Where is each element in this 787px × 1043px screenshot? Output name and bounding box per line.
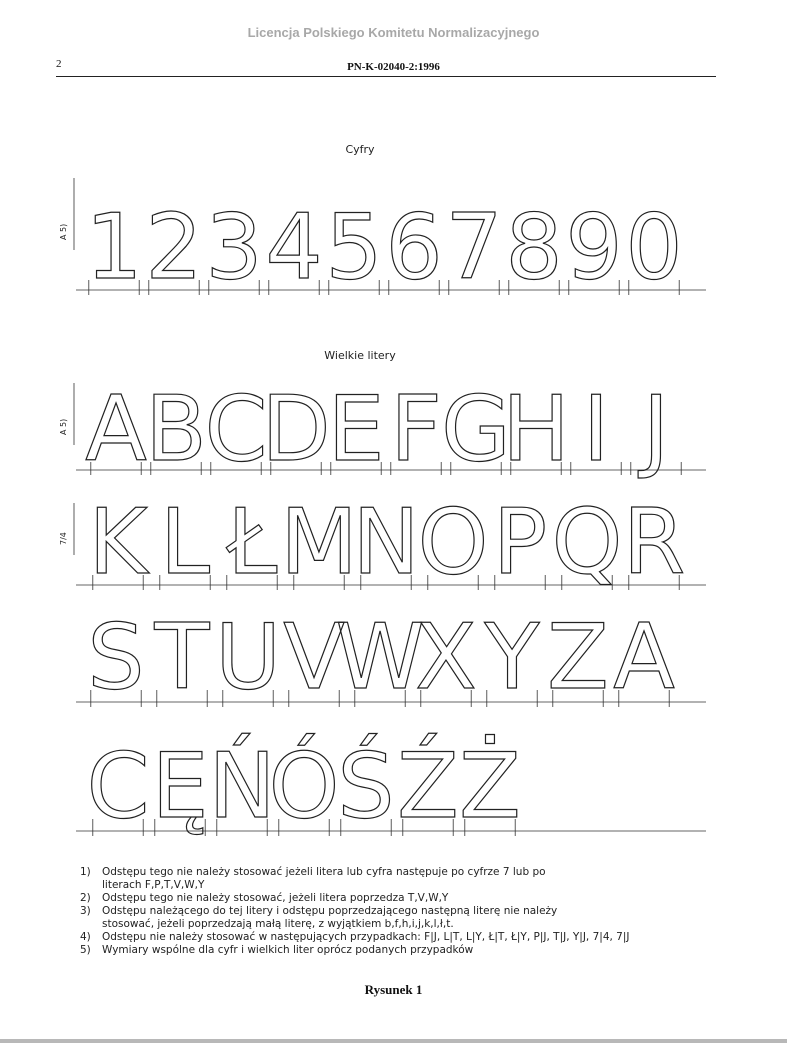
stencil-glyph: H [502,377,570,482]
footnote [80,892,740,905]
footnote-number: 5) [80,944,91,956]
scan-edge [0,1039,787,1043]
stencil-glyph: P [492,490,548,595]
stencil-glyph: Q [551,490,623,595]
stencil-glyph: Ń [208,734,276,839]
stencil-glyph: 7 [445,195,503,300]
stencil-glyph: 1 [85,195,143,300]
stencil-glyph: Ź [397,734,459,839]
stencil-glyph: E [327,377,385,482]
stencil-glyph: R [622,490,686,595]
digits-figure [56,160,726,300]
stencil-glyph: Z [547,605,609,710]
stencil-glyph: L [159,490,211,595]
footnote-text: Odstępu tego nie należy stosować, jeżeli litera poprzedza T,V,W,Y [102,892,449,904]
footnote [80,931,740,944]
footnote-text: Odstępu tego nie należy stosować jeżeli litera lub cyfra następuje po cyfrze 7 lub po literach F,P,T,V,W,Y [102,866,546,891]
footnote [80,905,740,931]
stencil-glyph: 6 [385,195,443,300]
stencil-glyph: N [352,490,420,595]
stencil-glyph: 9 [565,195,623,300]
stencil-glyph: M [280,490,358,595]
stencil-glyph: 0 [625,195,683,300]
height-label: A 5) [59,418,68,435]
figure-caption: Rysunek 1 [364,982,423,997]
stencil-glyph: K [88,490,148,595]
stencil-glyph: S [87,605,145,710]
stencil-glyph: F [390,377,442,482]
stencil-glyph: G [441,377,511,482]
stencil-glyph: W [335,605,425,710]
footnote-number: 4) [80,931,91,943]
height-label: A 5) [59,223,68,240]
header-rule [56,76,716,77]
footnote-text: Wymiary wspólne dla cyfr i wielkich liter oprócz podanych przypadków [102,944,474,956]
stencil-glyph: O [417,490,489,595]
footnote-number: 3) [80,905,91,917]
stencil-glyph: A [613,605,675,710]
letters-row-2 [56,485,726,595]
stencil-glyph: 3 [205,195,263,300]
stencil-glyph: 8 [505,195,563,300]
stencil-glyph: C [204,377,268,482]
capitals-section-title: Wielkie litery [324,349,396,362]
stencil-glyph: A [85,377,147,482]
footnote [80,866,740,892]
stencil-glyph: V [283,605,345,710]
letters-row-1 [56,365,726,480]
stencil-glyph: D [261,377,331,482]
letters-row-1-svg [56,365,726,480]
footnote-text: Odstępu należącego do tej litery i odstępu poprzedzającego następną literę nie należy stosować, jeżeli poprzedzają małą literę, z wyjątkiem b,f,h,i,j,k,l,ł,t. [102,905,558,930]
digits-section-title: Cyfry [345,143,375,156]
stencil-glyph: 4 [265,195,323,300]
stencil-glyph: U [215,605,281,710]
footnote [80,944,740,957]
stencil-glyph: 5 [325,195,383,300]
letters-row-2-svg [56,485,726,595]
stencil-glyph: Ó [268,734,340,839]
height-label: 7/4 [59,532,68,545]
license-watermark: Licencja Polskiego Komitetu Normalizacyjnego [247,25,540,40]
stencil-glyph: J [642,377,670,482]
stencil-glyph: X [415,605,477,710]
stencil-glyph: Ś [337,734,395,839]
stencil-glyph: T [154,605,210,710]
stencil-glyph: Y [484,605,540,710]
letters-row-3-svg [56,600,726,715]
digits-svg [56,160,726,300]
footnote-number: 2) [80,892,91,904]
stencil-glyph: 2 [145,195,203,300]
footnote-text: Odstępu nie należy stosować w następujących przypadkach: F|J, L|T, L|Y, Ł|T, Ł|Y, P|J, T|J, Y|J, 7|4, 7|J [102,931,630,943]
stencil-glyph: I [582,377,610,482]
letters-row-3 [56,600,726,715]
standard-code: PN-K-02040-2:1996 [347,61,440,73]
letters-row-4 [56,715,726,845]
letters-row-4-svg [56,715,726,845]
stencil-glyph: Ę [151,734,209,839]
footnote-number: 1) [80,866,91,878]
footnotes [80,866,740,957]
stencil-glyph: Ż [459,734,521,839]
stencil-glyph: Ł [226,490,278,595]
stencil-glyph: B [145,377,207,482]
page-number: 2 [56,58,62,70]
stencil-glyph: C [86,734,150,839]
